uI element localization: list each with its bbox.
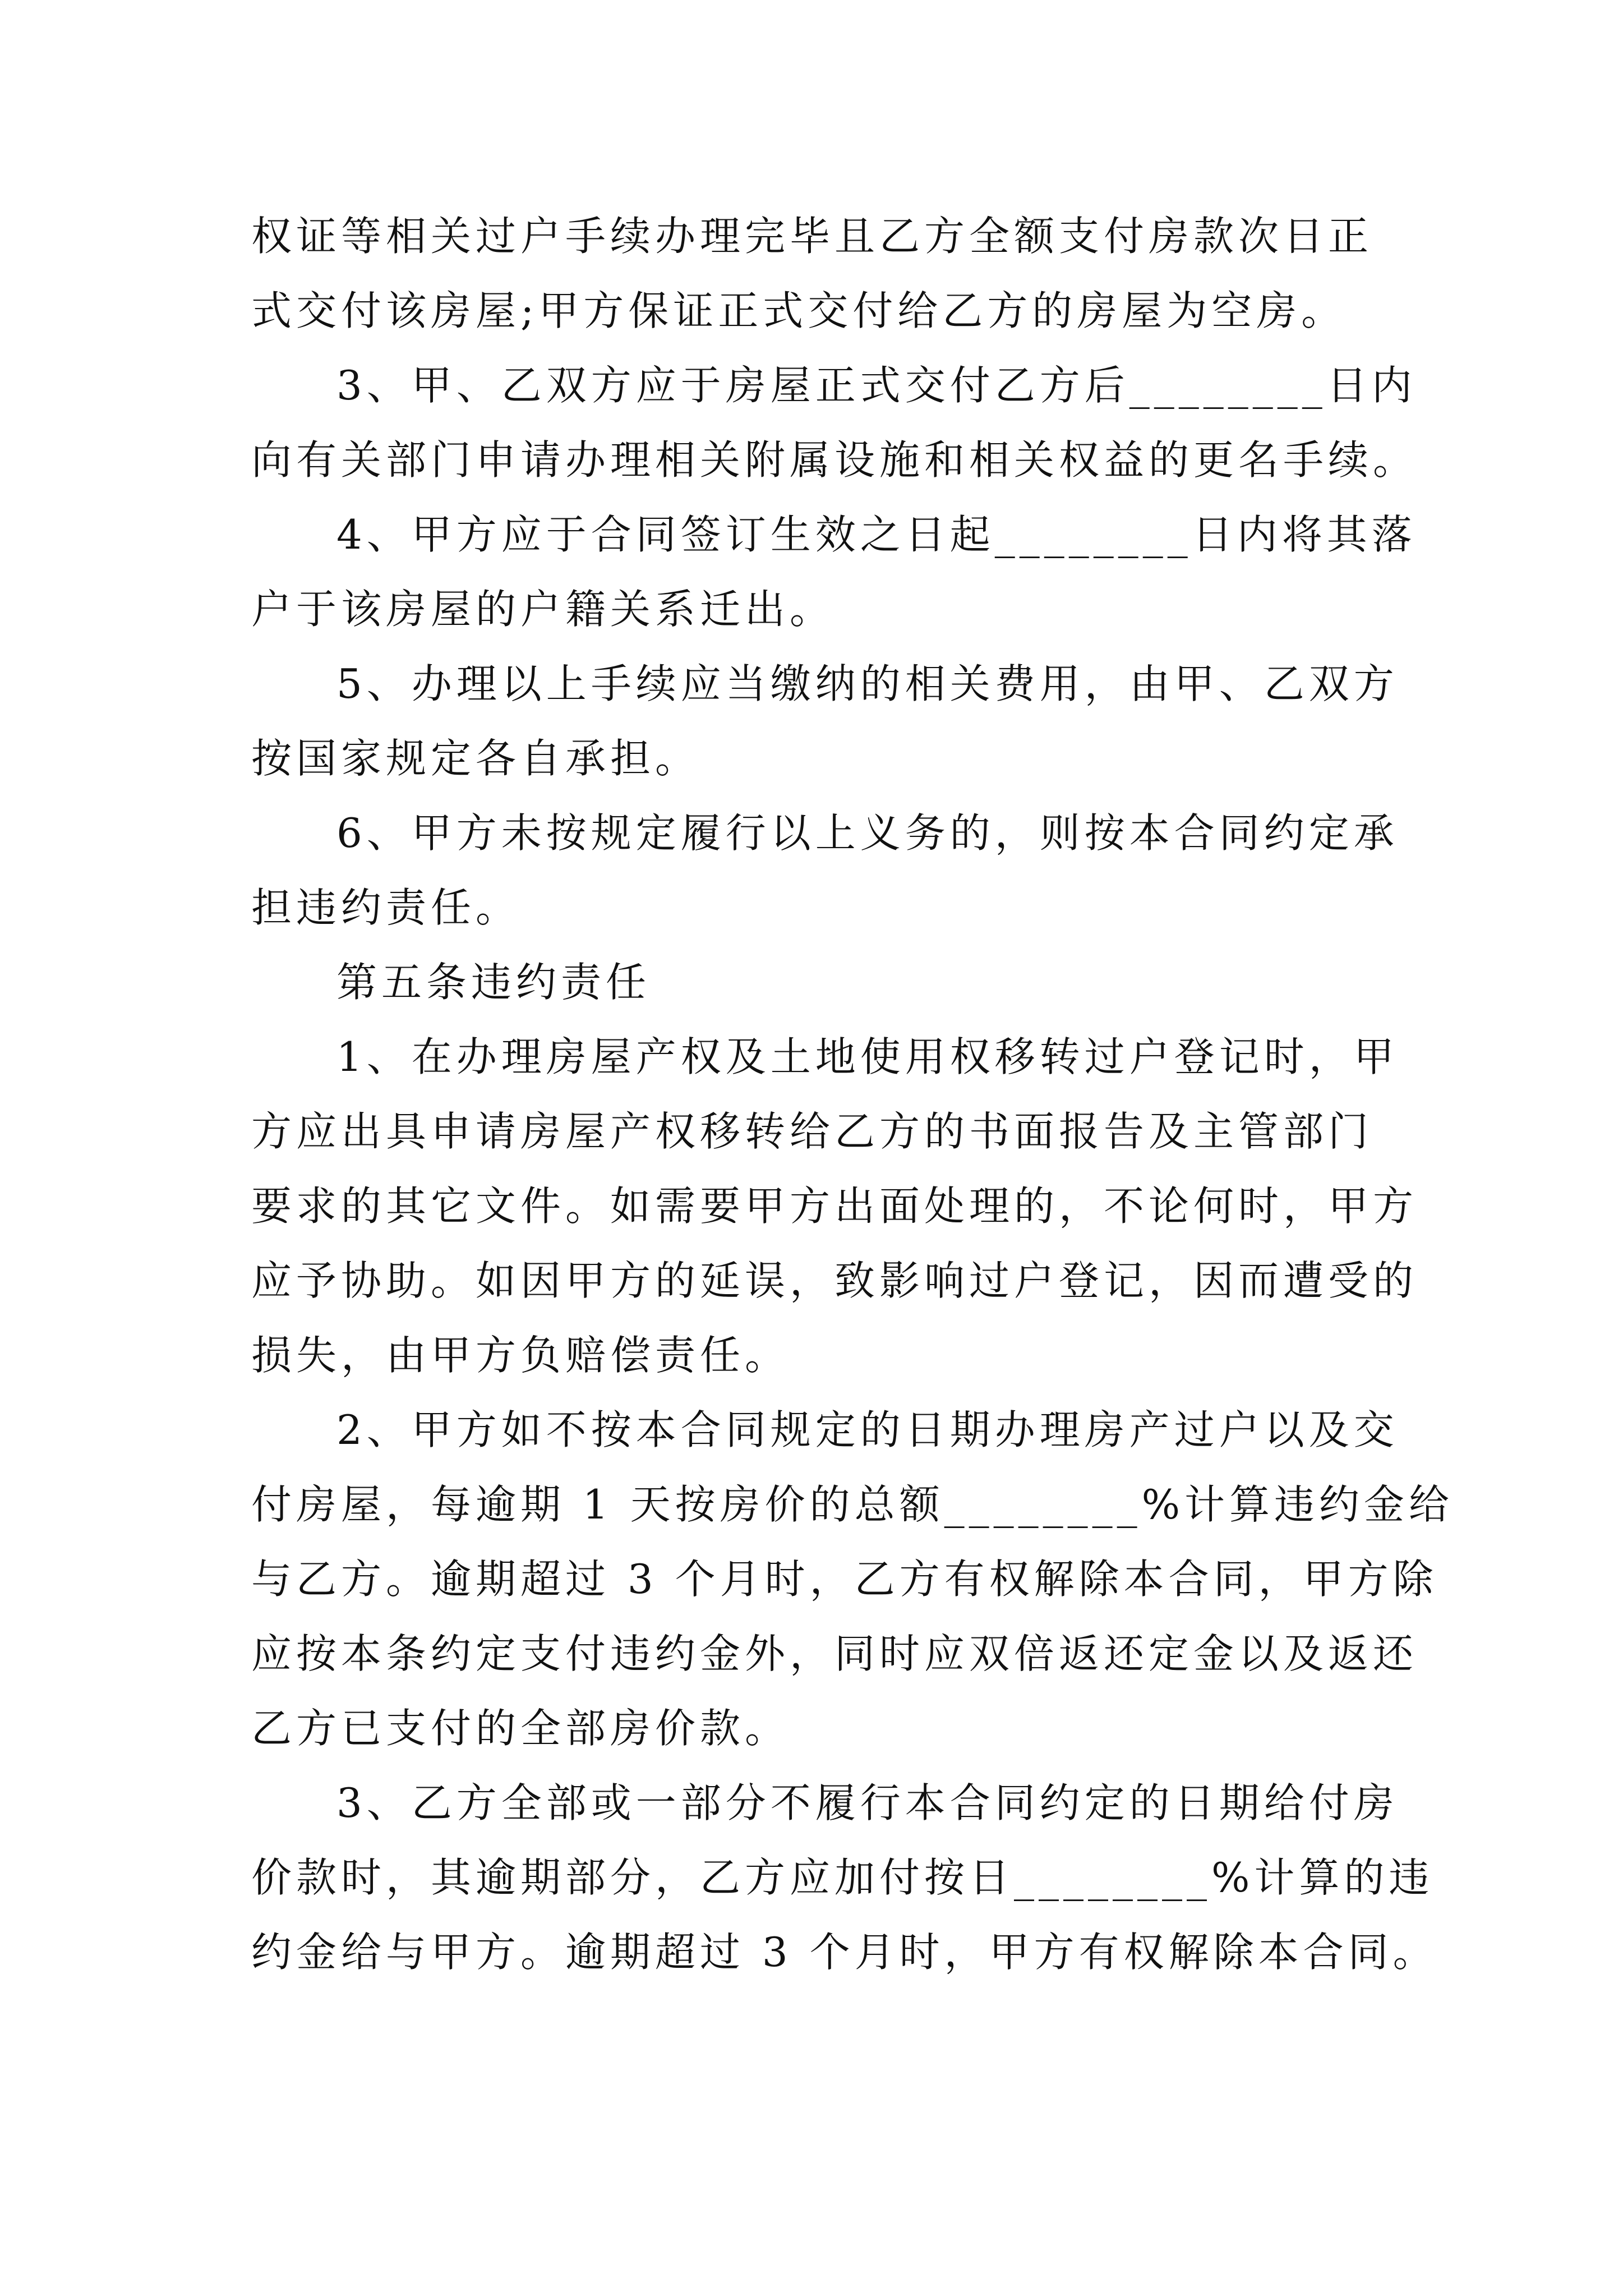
clause-6-line-2: 担违约责任。 [251, 884, 521, 931]
text-line: 权证等相关过户手续办理完毕且乙方全额支付房款次日正 [251, 213, 1373, 260]
section-heading: 第五条违约责任 [336, 959, 651, 1006]
liability-2-line-4: 应按本条约定支付违约金外，同时应双倍返还定金以及返还 [251, 1630, 1418, 1677]
clause-5-line-1: 5、办理以上手续应当缴纳的相关费用，由甲、乙双方 [336, 660, 1399, 707]
liability-1-line-2: 方应出具申请房屋产权移转给乙方的书面报告及主管部门 [251, 1108, 1373, 1155]
clause-3-line-1: 3、甲、乙双方应于房屋正式交付乙方后________日内 [336, 362, 1417, 409]
liability-2-line-2: 付房屋，每逾期 1 天按房价的总额________%计算违约金给 [251, 1481, 1454, 1528]
liability-2-line-3: 与乙方。逾期超过 3 个月时，乙方有权解除本合同，甲方除 [251, 1556, 1438, 1603]
liability-2-line-1: 2、甲方如不按本合同规定的日期办理房产过户以及交 [336, 1406, 1399, 1453]
liability-3-line-2: 价款时，其逾期部分，乙方应加付按日________%计算的违 [251, 1854, 1434, 1901]
text-line: 式交付该房屋;甲方保证正式交付给乙方的房屋为空房。 [251, 287, 1347, 334]
clause-4-line-1: 4、甲方应于合同签订生效之日起________日内将其落 [336, 511, 1417, 558]
clause-4-line-2: 户于该房屋的户籍关系迁出。 [251, 586, 835, 633]
liability-1-line-5: 损失，由甲方负赔偿责任。 [251, 1332, 790, 1379]
clause-5-line-2: 按国家规定各自承担。 [251, 735, 700, 782]
liability-2-line-5: 乙方已支付的全部房价款。 [251, 1705, 790, 1752]
liability-1-line-1: 1、在办理房屋产权及土地使用权移转过户登记时，甲 [336, 1033, 1399, 1080]
clause-3-line-2: 向有关部门申请办理相关附属设施和相关权益的更名手续。 [251, 436, 1418, 484]
clause-6-line-1: 6、甲方未按规定履行以上义务的，则按本合同约定承 [336, 809, 1399, 857]
liability-3-line-3: 约金给与甲方。逾期超过 3 个月时，甲方有权解除本合同。 [251, 1929, 1438, 1976]
contract-body [251, 199, 1454, 1990]
liability-3-line-1: 3、乙方全部或一部分不履行本合同约定的日期给付房 [336, 1779, 1399, 1826]
liability-1-line-4: 应予协助。如因甲方的延误，致影响过户登记，因而遭受的 [251, 1257, 1418, 1304]
liability-1-line-3: 要求的其它文件。如需要甲方出面处理的，不论何时，甲方 [251, 1182, 1418, 1230]
